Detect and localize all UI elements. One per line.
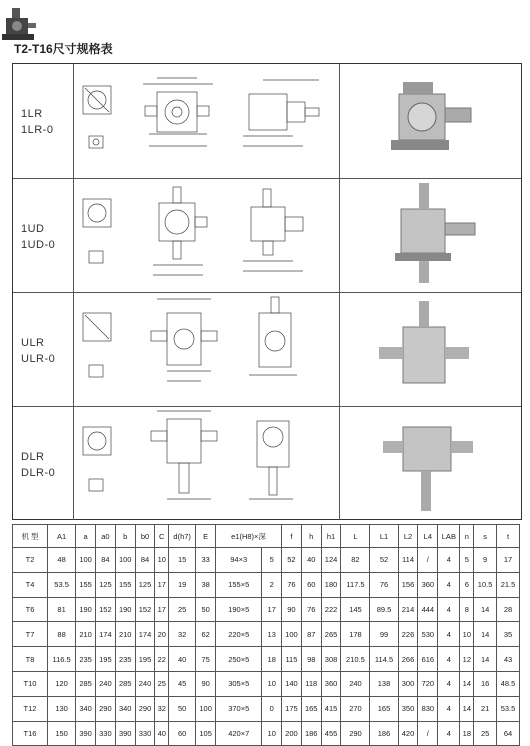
- table-cell: 830: [418, 696, 438, 721]
- table-cell: 48: [48, 548, 76, 573]
- table-cell: 82: [341, 548, 370, 573]
- table-cell: 390: [76, 721, 96, 746]
- table-cell: 4: [438, 647, 460, 672]
- table-cell: 305×5: [216, 671, 262, 696]
- table-cell: 10: [262, 721, 282, 746]
- table-cell: 16: [474, 671, 497, 696]
- table-cell: 155×5: [216, 572, 262, 597]
- table-cell: 14: [460, 696, 474, 721]
- table-cell: 235: [76, 647, 96, 672]
- table-cell: 38: [196, 572, 216, 597]
- table-row: [13, 647, 520, 672]
- table-cell: 60: [169, 721, 196, 746]
- table-cell: 25: [474, 721, 497, 746]
- table-cell: 180: [321, 572, 341, 597]
- table-cell: 4: [438, 597, 460, 622]
- table-cell: 76: [370, 572, 398, 597]
- column-header: L4: [418, 525, 438, 548]
- table-cell: 2: [262, 572, 282, 597]
- table-cell: 21: [474, 696, 497, 721]
- product-photo: [339, 179, 521, 293]
- table-cell: 290: [95, 696, 115, 721]
- table-cell: T16: [13, 721, 48, 746]
- table-cell: 140: [282, 671, 302, 696]
- table-cell: 195: [135, 647, 155, 672]
- table-cell: T10: [13, 671, 48, 696]
- table-cell: 52: [370, 548, 398, 573]
- table-cell: 235: [115, 647, 135, 672]
- table-cell: 33: [196, 548, 216, 573]
- table-cell: 14: [474, 622, 497, 647]
- dimension-drawing: [73, 179, 340, 293]
- column-header: f: [282, 525, 302, 548]
- table-cell: 266: [398, 647, 418, 672]
- table-cell: 43: [497, 647, 520, 672]
- table-cell: T12: [13, 696, 48, 721]
- table-cell: 210: [76, 622, 96, 647]
- column-header: L2: [398, 525, 418, 548]
- table-cell: T7: [13, 622, 48, 647]
- table-cell: 17: [155, 597, 169, 622]
- table-cell: 220×5: [216, 622, 262, 647]
- table-cell: 100: [282, 622, 302, 647]
- table-cell: 0: [262, 696, 282, 721]
- table-cell: 12: [460, 647, 474, 672]
- table-cell: 50: [169, 696, 196, 721]
- table-row: [13, 572, 520, 597]
- table-cell: 125: [135, 572, 155, 597]
- table-cell: 40: [169, 647, 196, 672]
- model-row-1ud: [13, 178, 521, 293]
- table-cell: 175: [282, 696, 302, 721]
- spec-table: [12, 524, 520, 746]
- table-cell: 190×5: [216, 597, 262, 622]
- table-cell: 4: [438, 622, 460, 647]
- table-cell: 250×5: [216, 647, 262, 672]
- product-photo: [339, 293, 521, 407]
- column-header: L1: [370, 525, 398, 548]
- table-cell: 45: [169, 671, 196, 696]
- table-cell: /: [418, 721, 438, 746]
- table-cell: 18: [262, 647, 282, 672]
- table-cell: 145: [341, 597, 370, 622]
- table-cell: 152: [135, 597, 155, 622]
- table-cell: 420×7: [216, 721, 262, 746]
- table-cell: 155: [76, 572, 96, 597]
- table-cell: T6: [13, 597, 48, 622]
- table-cell: 88: [48, 622, 76, 647]
- table-cell: 87: [301, 622, 321, 647]
- column-header: s: [474, 525, 497, 548]
- table-cell: 210.5: [341, 647, 370, 672]
- table-cell: 178: [341, 622, 370, 647]
- dimension-drawing: [73, 407, 340, 520]
- table-cell: 48.5: [497, 671, 520, 696]
- table-cell: 64: [497, 721, 520, 746]
- drawings-frame: [12, 63, 522, 520]
- table-cell: 156: [398, 572, 418, 597]
- column-header: h: [301, 525, 321, 548]
- model-label-variant: DLR-0: [21, 467, 56, 479]
- column-header: A1: [48, 525, 76, 548]
- table-cell: 270: [341, 696, 370, 721]
- column-header: E: [196, 525, 216, 548]
- model-label: DLR: [21, 451, 45, 463]
- table-row: [13, 721, 520, 746]
- model-row-ulr: [13, 292, 521, 407]
- table-cell: 330: [95, 721, 115, 746]
- column-header: L: [341, 525, 370, 548]
- table-cell: 444: [418, 597, 438, 622]
- model-label-cell: [13, 64, 74, 178]
- table-cell: 15: [169, 548, 196, 573]
- table-cell: 14: [474, 647, 497, 672]
- model-label: ULR: [21, 337, 45, 349]
- table-cell: 17: [497, 548, 520, 573]
- table-cell: 32: [155, 696, 169, 721]
- table-cell: 616: [418, 647, 438, 672]
- table-cell: 4: [438, 721, 460, 746]
- table-cell: 5: [460, 548, 474, 573]
- table-cell: 165: [301, 696, 321, 721]
- table-cell: 152: [95, 597, 115, 622]
- table-row: [13, 548, 520, 573]
- table-cell: 14: [474, 597, 497, 622]
- table-cell: 4: [438, 572, 460, 597]
- table-cell: 40: [155, 721, 169, 746]
- column-header: b0: [135, 525, 155, 548]
- table-cell: 14: [460, 671, 474, 696]
- column-header: h1: [321, 525, 341, 548]
- table-cell: 455: [321, 721, 341, 746]
- model-label: 1LR: [21, 108, 43, 120]
- table-cell: /: [418, 548, 438, 573]
- column-header: e1(H8)×深: [216, 525, 282, 548]
- table-cell: 240: [95, 671, 115, 696]
- table-cell: 81: [48, 597, 76, 622]
- model-label-cell: [13, 293, 74, 407]
- table-cell: 10: [262, 671, 282, 696]
- column-header: C: [155, 525, 169, 548]
- table-cell: 4: [438, 696, 460, 721]
- table-row: [13, 622, 520, 647]
- model-label: 1UD: [21, 223, 45, 235]
- table-cell: 17: [155, 572, 169, 597]
- product-photo: [339, 407, 521, 520]
- table-cell: 420: [398, 721, 418, 746]
- table-cell: 116.5: [48, 647, 76, 672]
- table-cell: 62: [196, 622, 216, 647]
- table-cell: 114.5: [370, 647, 398, 672]
- dimension-drawing: [73, 293, 340, 407]
- table-cell: T2: [13, 548, 48, 573]
- table-cell: 150: [48, 721, 76, 746]
- table-cell: 155: [115, 572, 135, 597]
- table-cell: 100: [115, 548, 135, 573]
- table-cell: 720: [418, 671, 438, 696]
- table-cell: 165: [370, 696, 398, 721]
- table-cell: 13: [262, 622, 282, 647]
- table-cell: 76: [301, 597, 321, 622]
- column-header: a: [76, 525, 96, 548]
- table-cell: 190: [115, 597, 135, 622]
- table-cell: 53.5: [48, 572, 76, 597]
- table-cell: 530: [418, 622, 438, 647]
- table-cell: 9: [474, 548, 497, 573]
- table-cell: 117.5: [341, 572, 370, 597]
- table-cell: 124: [321, 548, 341, 573]
- model-label-variant: 1UD-0: [21, 239, 56, 251]
- table-cell: 265: [321, 622, 341, 647]
- table-cell: 53.5: [497, 696, 520, 721]
- table-cell: 285: [76, 671, 96, 696]
- table-cell: 20: [155, 622, 169, 647]
- column-header: 机 型: [13, 525, 48, 548]
- table-cell: 76: [282, 572, 302, 597]
- table-cell: 8: [460, 597, 474, 622]
- table-cell: 75: [196, 647, 216, 672]
- table-cell: 415: [321, 696, 341, 721]
- table-cell: 32: [169, 622, 196, 647]
- table-cell: 94×3: [216, 548, 262, 573]
- model-row-dlr: [13, 406, 521, 520]
- table-cell: 10.5: [474, 572, 497, 597]
- table-cell: 4: [438, 548, 460, 573]
- table-cell: 214: [398, 597, 418, 622]
- table-cell: 100: [76, 548, 96, 573]
- table-row: [13, 671, 520, 696]
- table-cell: 290: [341, 721, 370, 746]
- gearbox-logo-icon: [0, 6, 36, 44]
- table-cell: 52: [282, 548, 302, 573]
- table-cell: 4: [438, 671, 460, 696]
- table-row: [13, 696, 520, 721]
- column-header: a0: [95, 525, 115, 548]
- table-cell: 340: [76, 696, 96, 721]
- table-cell: 100: [196, 696, 216, 721]
- table-cell: 240: [135, 671, 155, 696]
- table-cell: 25: [169, 597, 196, 622]
- table-cell: 186: [370, 721, 398, 746]
- table-cell: 210: [115, 622, 135, 647]
- table-cell: 125: [95, 572, 115, 597]
- table-cell: T4: [13, 572, 48, 597]
- table-cell: 114: [398, 548, 418, 573]
- table-cell: 226: [398, 622, 418, 647]
- table-cell: T8: [13, 647, 48, 672]
- page-title: T2-T16尺寸规格表: [14, 42, 113, 56]
- column-header: t: [497, 525, 520, 548]
- table-cell: 19: [169, 572, 196, 597]
- table-cell: 105: [196, 721, 216, 746]
- table-cell: 370×5: [216, 696, 262, 721]
- table-cell: 118: [301, 671, 321, 696]
- dimension-drawing: [73, 64, 340, 178]
- table-cell: 130: [48, 696, 76, 721]
- table-cell: 360: [418, 572, 438, 597]
- product-photo: [339, 64, 521, 178]
- table-cell: 35: [497, 622, 520, 647]
- model-label-variant: 1LR-0: [21, 124, 54, 136]
- table-cell: 330: [135, 721, 155, 746]
- table-cell: 120: [48, 671, 76, 696]
- table-cell: 99: [370, 622, 398, 647]
- table-cell: 290: [135, 696, 155, 721]
- table-cell: 240: [341, 671, 370, 696]
- table-cell: 22: [155, 647, 169, 672]
- table-cell: 21.5: [497, 572, 520, 597]
- table-cell: 28: [497, 597, 520, 622]
- table-cell: 17: [262, 597, 282, 622]
- model-label-cell: [13, 407, 74, 520]
- table-cell: 186: [301, 721, 321, 746]
- model-label-variant: ULR-0: [21, 353, 56, 365]
- table-cell: 360: [321, 671, 341, 696]
- table-cell: 40: [301, 548, 321, 573]
- column-header: LAB: [438, 525, 460, 548]
- table-cell: 174: [135, 622, 155, 647]
- table-cell: 84: [135, 548, 155, 573]
- table-cell: 90: [196, 671, 216, 696]
- table-cell: 190: [76, 597, 96, 622]
- table-cell: 5: [262, 548, 282, 573]
- model-row-1lr: [13, 64, 521, 178]
- table-cell: 10: [155, 548, 169, 573]
- table-row: [13, 597, 520, 622]
- table-cell: 90: [282, 597, 302, 622]
- table-cell: 195: [95, 647, 115, 672]
- table-cell: 340: [115, 696, 135, 721]
- table-cell: 300: [398, 671, 418, 696]
- table-cell: 200: [282, 721, 302, 746]
- table-cell: 60: [301, 572, 321, 597]
- table-cell: 25: [155, 671, 169, 696]
- table-cell: 18: [460, 721, 474, 746]
- table-cell: 350: [398, 696, 418, 721]
- model-label-cell: [13, 179, 74, 293]
- table-cell: 84: [95, 548, 115, 573]
- table-cell: 138: [370, 671, 398, 696]
- column-header: n: [460, 525, 474, 548]
- table-cell: 89.5: [370, 597, 398, 622]
- table-cell: 285: [115, 671, 135, 696]
- table-cell: 98: [301, 647, 321, 672]
- table-cell: 6: [460, 572, 474, 597]
- table-cell: 174: [95, 622, 115, 647]
- column-header: b: [115, 525, 135, 548]
- table-cell: 222: [321, 597, 341, 622]
- table-cell: 115: [282, 647, 302, 672]
- table-cell: 308: [321, 647, 341, 672]
- table-cell: 50: [196, 597, 216, 622]
- column-header: d(h7): [169, 525, 196, 548]
- table-cell: 390: [115, 721, 135, 746]
- table-header-row: [13, 525, 520, 548]
- table-cell: 10: [460, 622, 474, 647]
